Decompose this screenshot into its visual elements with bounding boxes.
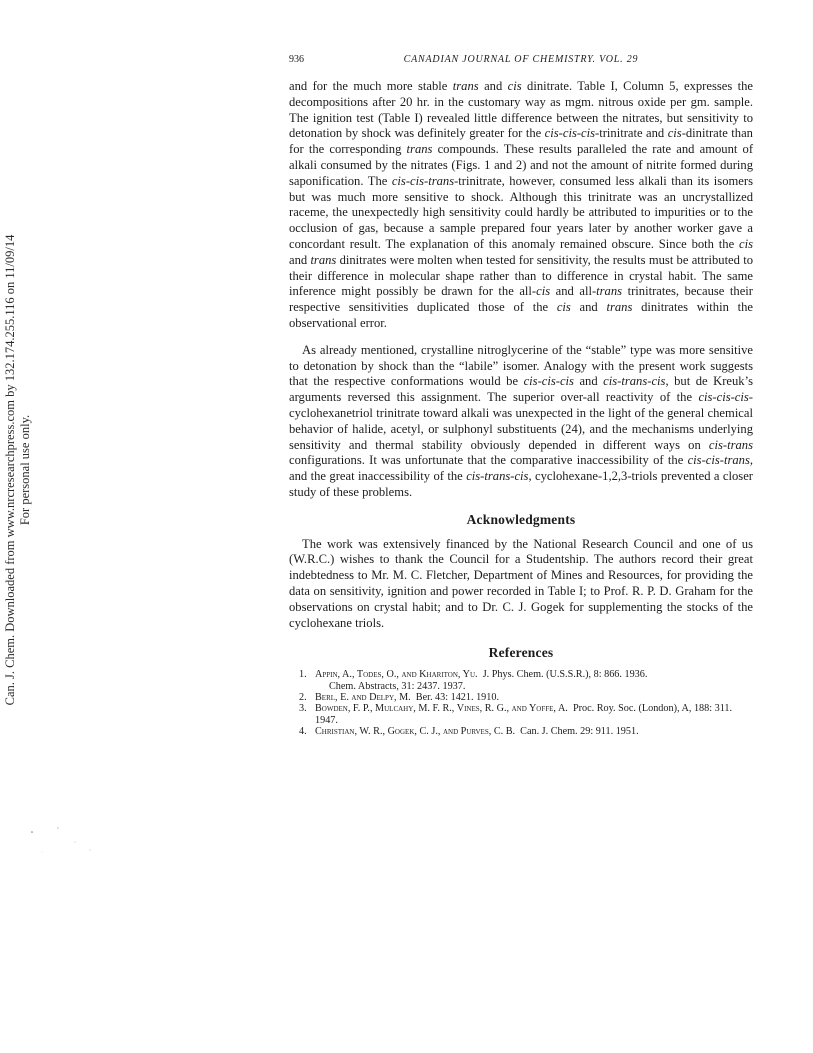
reference-list — [289, 669, 753, 737]
reference-item: 1. Appin, A., Todes, O., and Khariton, Yu. J. Phys. Chem. (U.S.S.R.), 8: 866. 1936. Chem. Abstracts, 31: 2437. 1937. — [299, 669, 648, 692]
scan-specks — [20, 820, 120, 860]
acknowledgments-heading: Acknowledgments — [466, 511, 576, 527]
article-body — [289, 79, 753, 738]
paragraph-2: As already mentioned, crystalline nitroglycerine of the “stable” type was more sensitive to detonation by shock than the “labile” isomer. Analogy with the present work suggests that the respective conformations would be cis-cis-cis and cis-trans-cis, but de Kreuk’s arguments reversed this assignment. The superior over-all reactivity of the cis-cis-cis-cyclohexanetriol trinitrate toward alkali was unexpected in the light of the general chemical behavior of halide, acetyl, or sulphonyl substituents (24), and the mechanisms underlying sensitivity and thermal stability obviously depended in different ways on cis-trans configurations. It was unfortunate that the comparative inaccessibility of the cis-cis-trans, and the great inaccessibility of the cis-trans-cis, cyclohexane-1,2,3-triols prevented a closer study of these problems. — [289, 342, 754, 499]
references-heading: References — [488, 645, 554, 661]
reference-item: 4. Christian, W. R., Gogek, C. J., and Purves, C. B. Can. J. Chem. 29: 911. 1951. — [299, 726, 639, 738]
running-head: CANADIAN JOURNAL OF CHEMISTRY. VOL. 29 — [403, 54, 639, 65]
watermark-text — [3, 235, 33, 706]
watermark-line-2: For personal use only. — [18, 414, 32, 526]
watermark-line-1: Can. J. Chem. Downloaded from www.nrcresearchpress.com by 132.174.255.116 on 11/09/14 — [3, 234, 17, 706]
paragraph-1: and for the much more stable trans and cis dinitrate. Table I, Column 5, expresses the decompositions after 20 hr. in the customary way as mgm. nitrous oxide per gm. sample. The ignition test (Table I) revealed little difference between the nitrates, but sensitivity to detonation by shock was definitely greater for the cis-cis-cis-trinitrate and cis-dinitrate than for the corresponding trans compounds. These results paralleled the rate and amount of alkali consumed by the nitrates (Figs. 1 and 2) and not the amount of nitrite formed during saponification. The cis-cis-trans-trinitrate, however, consumed less alkali than its isomers but was much more sensitive to shock. Although this trinitrate was an uncrystallized raceme, the unexpectedly high sensitivity could hardly be attributed to impurities or to the occlusion of gas, because a sample prepared four years later by another worker gave a concordant result. The explanation of this anomaly remained obscure. Since both the cis and trans dinitrates were molten when tested for sensitivity, the results must be attributed to their difference in molecular shape rather than to difference in crystal habit. The same inference might possibly be drawn for the all-cis and all-trans trinitrates, because their respective sensitivities duplicated those of the cis and trans dinitrates within the observational error. — [289, 79, 754, 330]
reference-item: 2. Berl, E. and Delpy, M. Ber. 43: 1421. 1910. — [299, 691, 499, 703]
acknowledgments-text: The work was extensively financed by the National Research Council and one of us (W.R.C.) wishes to thank the Council for a Studentship. The authors record their great indebtedness to Mr. M. C. Fletcher, Department of Mines and Resources, for providing the data on sensitivity, ignition and power recorded in Table I; to Prof. R. P. D. Graham for the observations on crystal habit; and to Dr. C. J. Gogek for supplementing the stocks of the cyclohexane triols. — [289, 536, 753, 630]
download-watermark — [0, 130, 38, 810]
page-header — [289, 53, 753, 67]
page-number: 936 — [289, 54, 304, 65]
reference-item: 3. Bowden, F. P., Mulcahy, M. F. R., Vines, R. G., and Yoffe, A. Proc. Roy. Soc. (London), A, 188: 311. 1947. — [299, 703, 733, 726]
